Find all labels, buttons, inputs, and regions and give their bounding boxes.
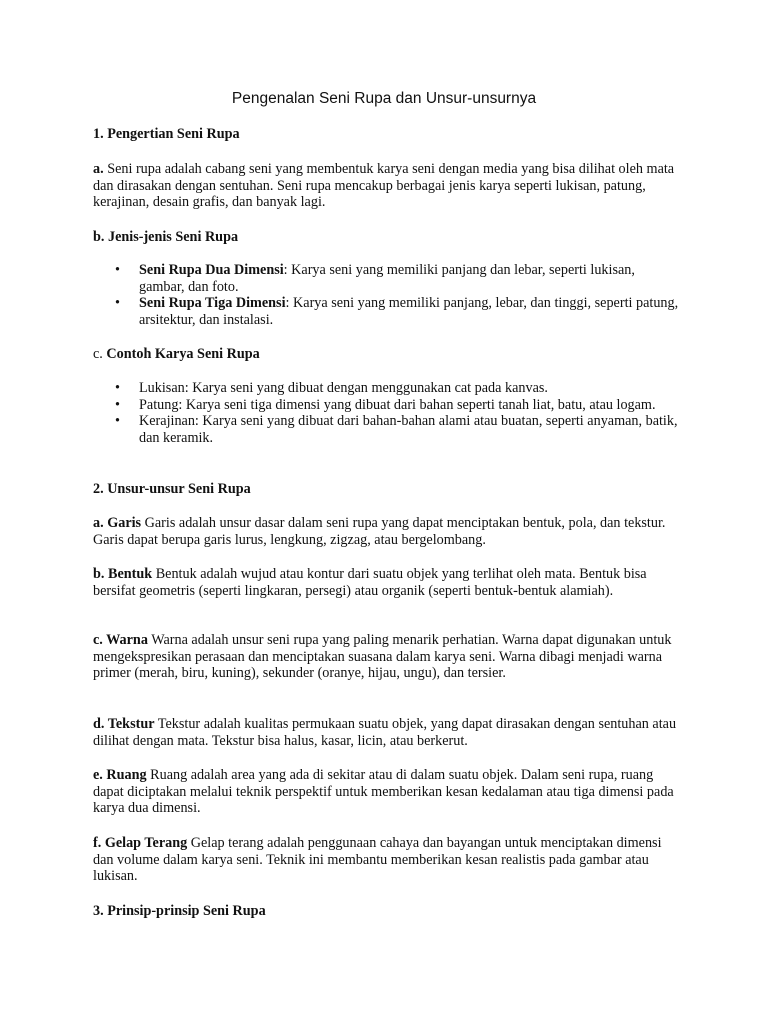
unsur-bentuk [93, 566, 683, 599]
bullet-icon: • [115, 380, 120, 396]
contoh-list [93, 380, 683, 447]
list-item [93, 397, 683, 414]
unsur-text: Bentuk adalah wujud atau kontur dari suatu objek yang terlihat oleh mata. Bentuk bisa bersifat geometris (seperti lingkaran, persegi) atau organik (seperti bentuk-bentuk alamiah). [93, 566, 647, 599]
unsur-text: Gelap terang adalah penggunaan cahaya dan bayangan untuk menciptakan dimensi dan volume dalam karya seni. Teknik ini membantu memberikan kesan realistis pada gambar atau lukisan. [93, 835, 662, 885]
unsur-label: e. Ruang [93, 767, 147, 783]
unsur-label: a. Garis [93, 515, 142, 531]
document-title: Pengenalan Seni Rupa dan Unsur-unsurnya [231, 90, 537, 107]
list-item-text: Patung: Karya seni tiga dimensi yang dibuat dari bahan seperti tanah liat, batu, atau logam. [139, 396, 656, 413]
subsection-b-heading: b. Jenis-jenis Seni Rupa [93, 229, 239, 245]
list-item-term: Seni Rupa Tiga Dimensi [139, 295, 286, 312]
jenis-list [93, 262, 683, 329]
bullet-icon: • [115, 295, 120, 312]
unsur-text: Tekstur adalah kualitas permukaan suatu objek, yang dapat dirasakan dengan sentuhan atau dilihat dengan mata. Tekstur bisa halus, kasar, licin, atau berkerut. [93, 716, 677, 749]
subsection-c-prefix: c. [93, 346, 103, 362]
list-item-text: : Karya seni yang memiliki panjang, lebar, dan tinggi, seperti patung, arsitektur, dan instalasi. [139, 295, 679, 329]
bullet-icon: • [115, 413, 120, 430]
list-item [93, 295, 683, 328]
list-item-text: Kerajinan: Karya seni yang dibuat dari bahan-bahan alami atau buatan, seperti anyaman, batik, dan keramik. [139, 413, 678, 447]
list-item-text: : Karya seni yang memiliki panjang dan lebar, seperti lukisan, gambar, dan foto. [139, 262, 635, 295]
unsur-label: b. Bentuk [93, 566, 153, 582]
unsur-text: Ruang adalah area yang ada di sekitar atau di dalam suatu objek. Dalam seni rupa, ruang dapat diciptakan melalui teknik perspektif untuk memberikan kesan kedalaman atau tiga dimensi pada karya dua dimensi. [93, 767, 674, 817]
unsur-label: d. Tekstur [93, 716, 155, 732]
section-3-heading: 3. Prinsip-prinsip Seni Rupa [93, 903, 266, 919]
bullet-icon: • [115, 262, 120, 278]
unsur-text: Warna adalah unsur seni rupa yang paling menarik perhatian. Warna dapat digunakan untuk mengekspresikan perasaan dan menciptakan suasana dalam karya seni. Warna dibagi menjadi warna primer (merah, biru, kuning), sekunder (oranye, hijau, ungu), dan tersier. [93, 632, 672, 682]
list-item-term: Seni Rupa Dua Dimensi [139, 262, 284, 278]
paragraph-a [93, 161, 683, 211]
unsur-warna [93, 632, 683, 682]
unsur-garis [93, 515, 683, 548]
section-2-heading: 2. Unsur-unsur Seni Rupa [93, 481, 251, 497]
list-item [93, 262, 683, 295]
unsur-label: f. Gelap Terang [93, 835, 188, 851]
paragraph-a-text: Seni rupa adalah cabang seni yang membentuk karya seni dengan media yang bisa dilihat oleh mata dan dirasakan dengan sentuhan. Seni rupa mencakup berbagai jenis karya seperti lukisan, patung, kerajinan, desain grafis, dan banyak lagi. [93, 161, 675, 211]
section-1-heading: 1. Pengertian Seni Rupa [93, 126, 240, 142]
subsection-c-title: Contoh Karya Seni Rupa [102, 346, 260, 362]
unsur-gelap-terang [93, 835, 683, 885]
list-item-text: Lukisan: Karya seni yang dibuat dengan menggunakan cat pada kanvas. [139, 380, 548, 396]
unsur-tekstur [93, 716, 683, 749]
bullet-icon: • [115, 396, 120, 413]
unsur-ruang [93, 767, 683, 817]
subsection-c-heading [93, 346, 683, 363]
unsur-label: c. Warna [93, 632, 148, 648]
unsur-text: Garis adalah unsur dasar dalam seni rupa yang dapat menciptakan bentuk, pola, dan tekstur. Garis dapat berupa garis lurus, lengkung, zigzag, atau bergelombang. [93, 515, 666, 548]
list-item [93, 413, 683, 446]
paragraph-a-label: a. [93, 161, 104, 177]
list-item [93, 380, 683, 397]
